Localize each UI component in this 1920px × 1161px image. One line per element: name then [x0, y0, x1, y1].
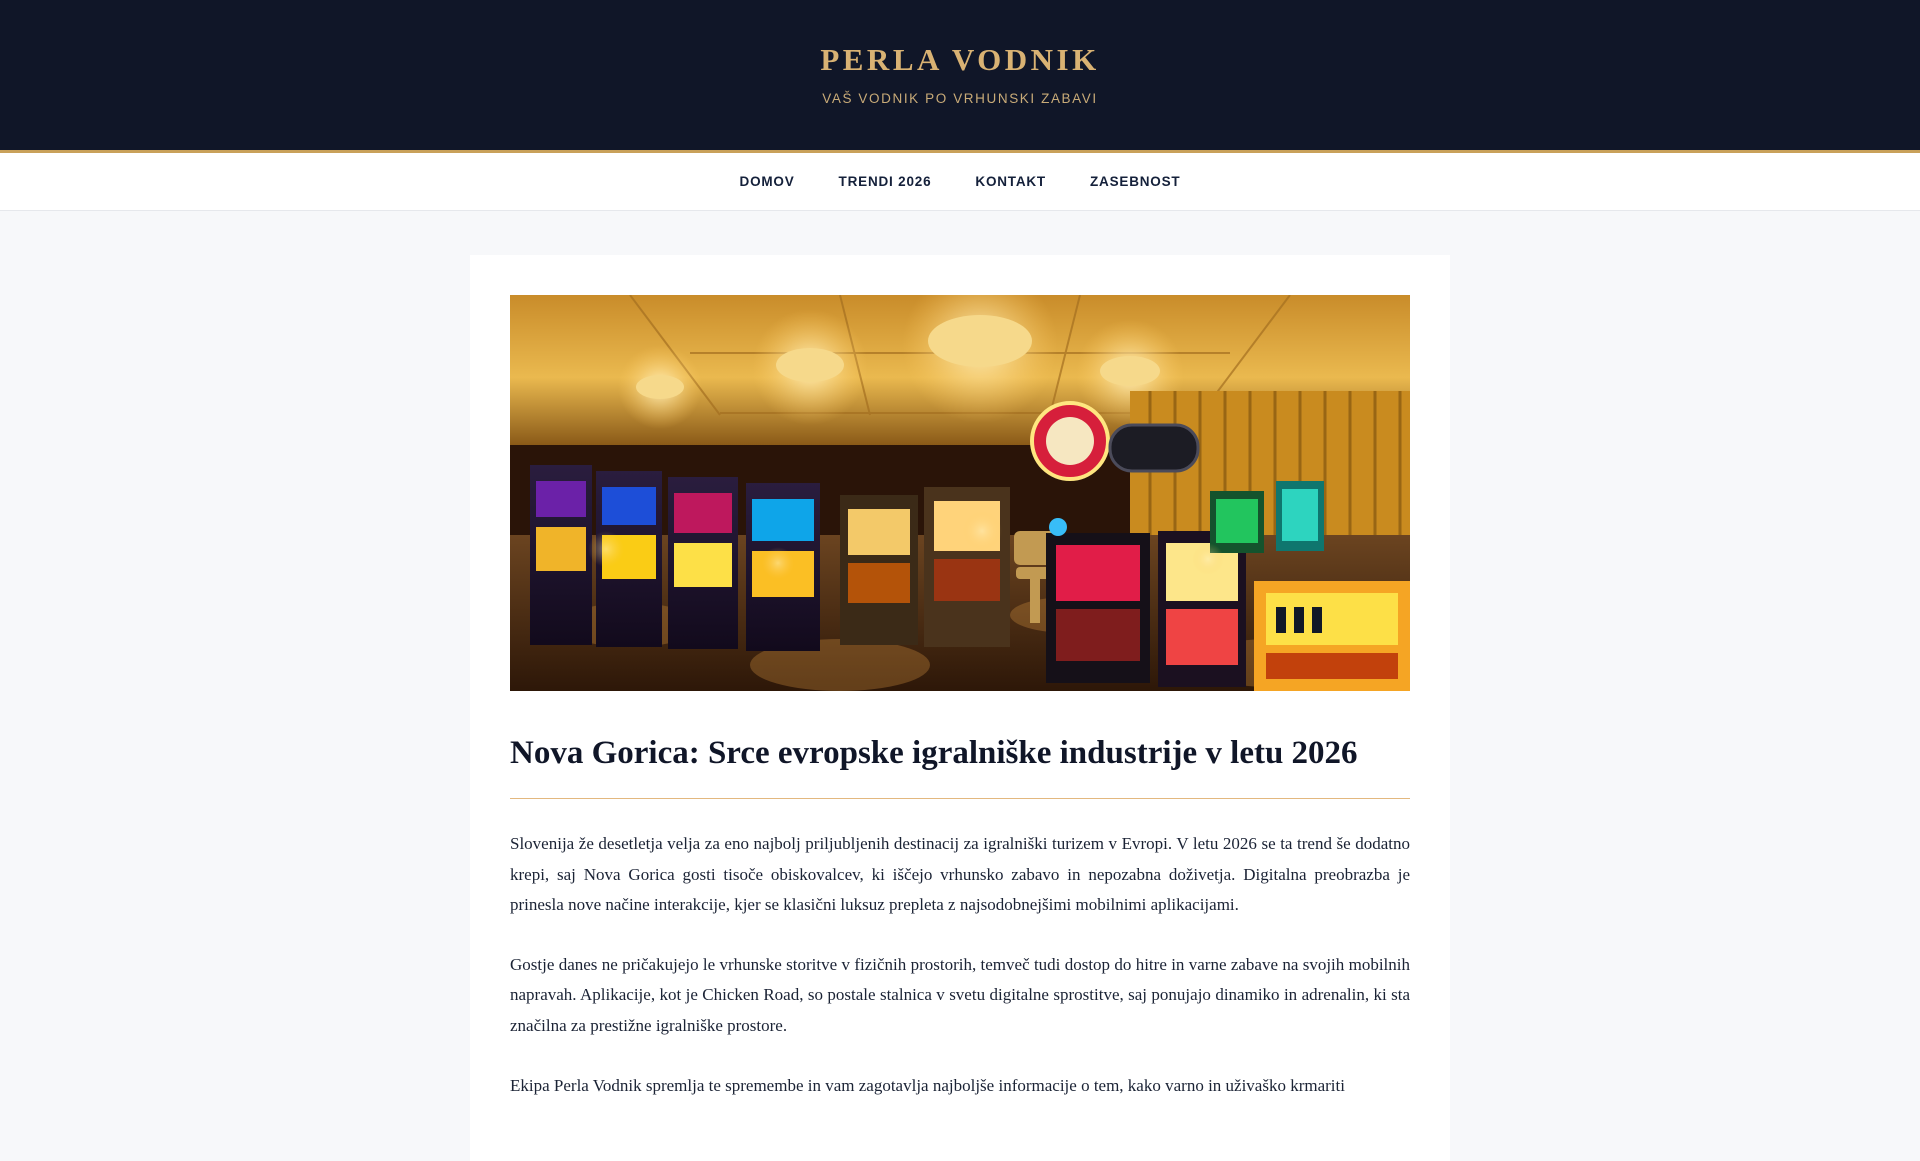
article-hero-image [510, 295, 1410, 691]
nav-item-kontakt[interactable] [975, 174, 1046, 189]
primary-navigation [0, 153, 1920, 211]
nav-link-trendi-2026[interactable]: TRENDI 2026 [838, 174, 932, 189]
nav-link-domov[interactable]: DOMOV [739, 174, 795, 189]
article-paragraph-1: Slovenija že desetletja velja za eno najbolj priljubljenih destinacij za igralniški turizem v Evropi. V letu 2026 se ta trend še dodatno krepi, saj Nova Gorica gosti tisoče obiskovalcev, ki iščejo vrhunsko zabavo in nepozabna doživetja. Digitalna preobrazba je prinesla nove načine interakcije, kjer se klasični luksuz prepleta z najsodobnejšimi mobilnimi aplikacijami. [510, 834, 1410, 914]
article-body [510, 829, 1410, 1101]
nav-list [740, 174, 1181, 189]
site-tagline: VAŠ VODNIK PO VRHUNSKI ZABAVI [822, 91, 1098, 106]
article-paragraph-2: Gostje danes ne pričakujejo le vrhunske storitve v fizičnih prostorih, temveč tudi dostop do hitre in varne zabave na svojih mobilnih napravah. Aplikacije, kot je Chicken Road, so postale stalnica v svetu digitalne sprostitve, saj ponujajo dinamiko in adrenalin, ki sta značilna za prestižne igralniške prostore. [510, 955, 1410, 1035]
site-title: PERLA VODNIK [820, 42, 1100, 77]
nav-link-kontakt[interactable]: KONTAKT [975, 174, 1046, 189]
article-card [470, 255, 1450, 1161]
page-wrapper [0, 211, 1920, 1161]
nav-item-zasebnost[interactable] [1090, 174, 1180, 189]
nav-link-zasebnost[interactable]: ZASEBNOST [1089, 174, 1181, 189]
nav-item-trendi-2026[interactable] [839, 174, 932, 189]
article-title: Nova Gorica: Srce evropske igralniške industrije v letu 2026 [510, 735, 1358, 771]
site-header [0, 0, 1920, 153]
title-divider [510, 798, 1410, 799]
article-paragraph-3: Ekipa Perla Vodnik spremlja te spremembe in vam zagotavlja najboljše informacije o tem, kako varno in uživaško krmariti [510, 1075, 1345, 1095]
casino-floor-illustration [510, 295, 1410, 691]
nav-item-domov[interactable] [740, 174, 795, 189]
